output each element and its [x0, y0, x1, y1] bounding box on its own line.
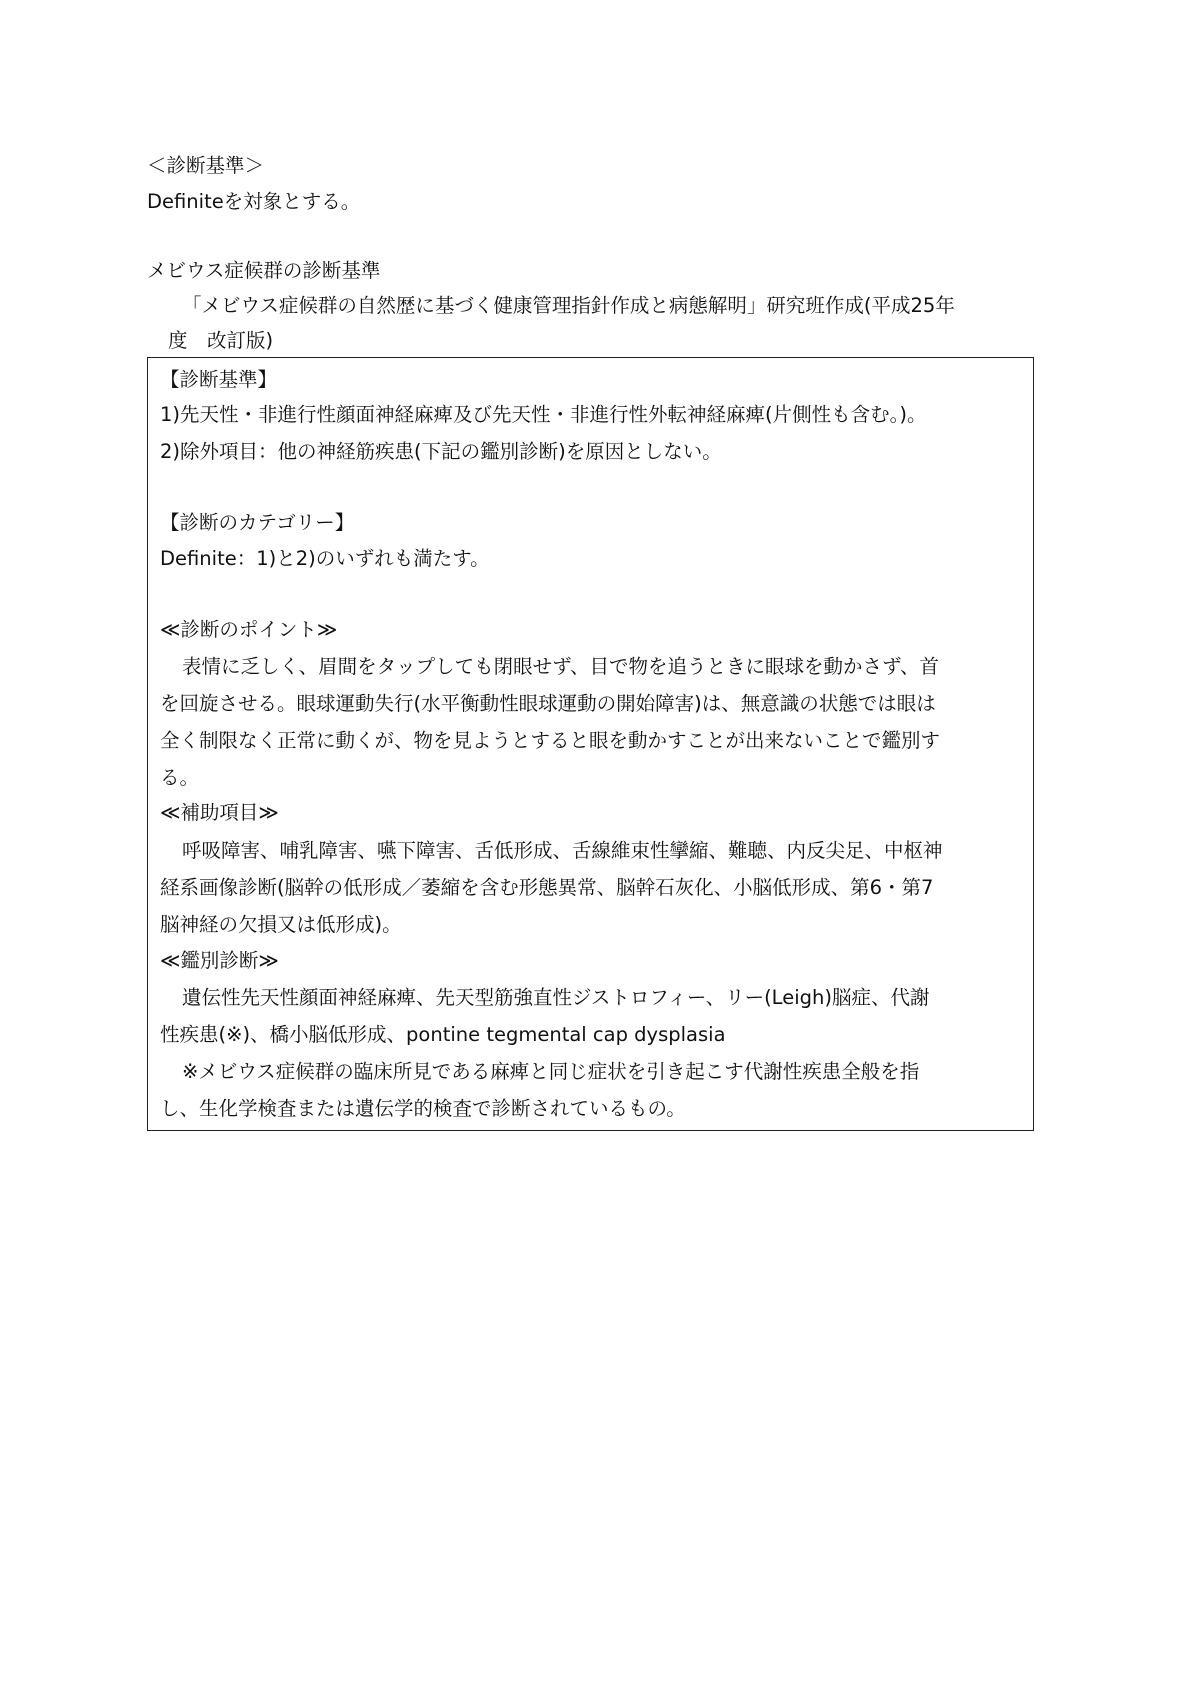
differential-line: 遺伝性先天性顔面神経麻痺、先天型筋強直性ジストロフィー、リー(Leigh)脳症、代謝	[182, 986, 930, 1009]
supplementary-line: 経系画像診断(脳幹の低形成／萎縮を含む形態異常、脳幹石灰化、小脳低形成、第6・第7	[160, 876, 934, 899]
definite-line: Definite：1)と2)のいずれも満たす。	[160, 547, 490, 570]
note-line: し、生化学検査または遺伝学的検査で診断されているもの。	[160, 1097, 686, 1120]
differential-heading: ≪鑑別診断≫	[160, 949, 279, 972]
category-heading: 【診断のカテゴリー】	[160, 511, 355, 534]
criteria-item-1: 1)先天性・非進行性顔面神経麻痺及び先天性・非進行性外転神経麻痺(片側性も含む。)。	[160, 403, 927, 426]
criteria-source-line: 度 改訂版)	[168, 329, 274, 352]
document-title: ＜診断基準＞	[147, 154, 265, 177]
points-line: 表情に乏しく、眉間をタップしても閉眼せず、目で物を追うときに眼球を動かさず、首	[182, 655, 939, 678]
points-line: る。	[160, 766, 200, 789]
supplementary-heading: ≪補助項目≫	[160, 801, 279, 824]
target-note: Definiteを対象とする。	[147, 190, 361, 213]
diagnostic-criteria-heading: 【診断基準】	[160, 368, 278, 391]
criteria-heading: メビウス症候群の診断基準	[147, 259, 381, 282]
note-line: ※メビウス症候群の臨床所見である麻痺と同じ症状を引き起こす代謝性疾患全般を指	[182, 1060, 920, 1083]
points-heading: ≪診断のポイント≫	[160, 618, 338, 641]
criteria-source-line: 「メビウス症候群の自然歴に基づく健康管理指針作成と病態解明」研究班作成(平成25年	[182, 294, 955, 317]
supplementary-line: 脳神経の欠損又は低形成)。	[160, 913, 402, 936]
points-line: を回旋させる。眼球運動失行(水平衡動性眼球運動の開始障害)は、無意識の状態では眼は	[160, 692, 936, 715]
points-line: 全く制限なく正常に動くが、物を見ようとすると眼を動かすことが出来ないことで鑑別す	[160, 729, 941, 752]
criteria-item-2: 2)除外項目：他の神経筋疾患(下記の鑑別診断)を原因としない。	[160, 440, 722, 463]
differential-line: 性疾患(※)、橋小脳低形成、pontine tegmental cap dysplasia	[160, 1023, 726, 1046]
supplementary-line: 呼吸障害、哺乳障害、嚥下障害、舌低形成、舌線維束性攣縮、難聴、内反尖足、中枢神	[182, 839, 943, 862]
criteria-box	[147, 357, 1034, 1131]
